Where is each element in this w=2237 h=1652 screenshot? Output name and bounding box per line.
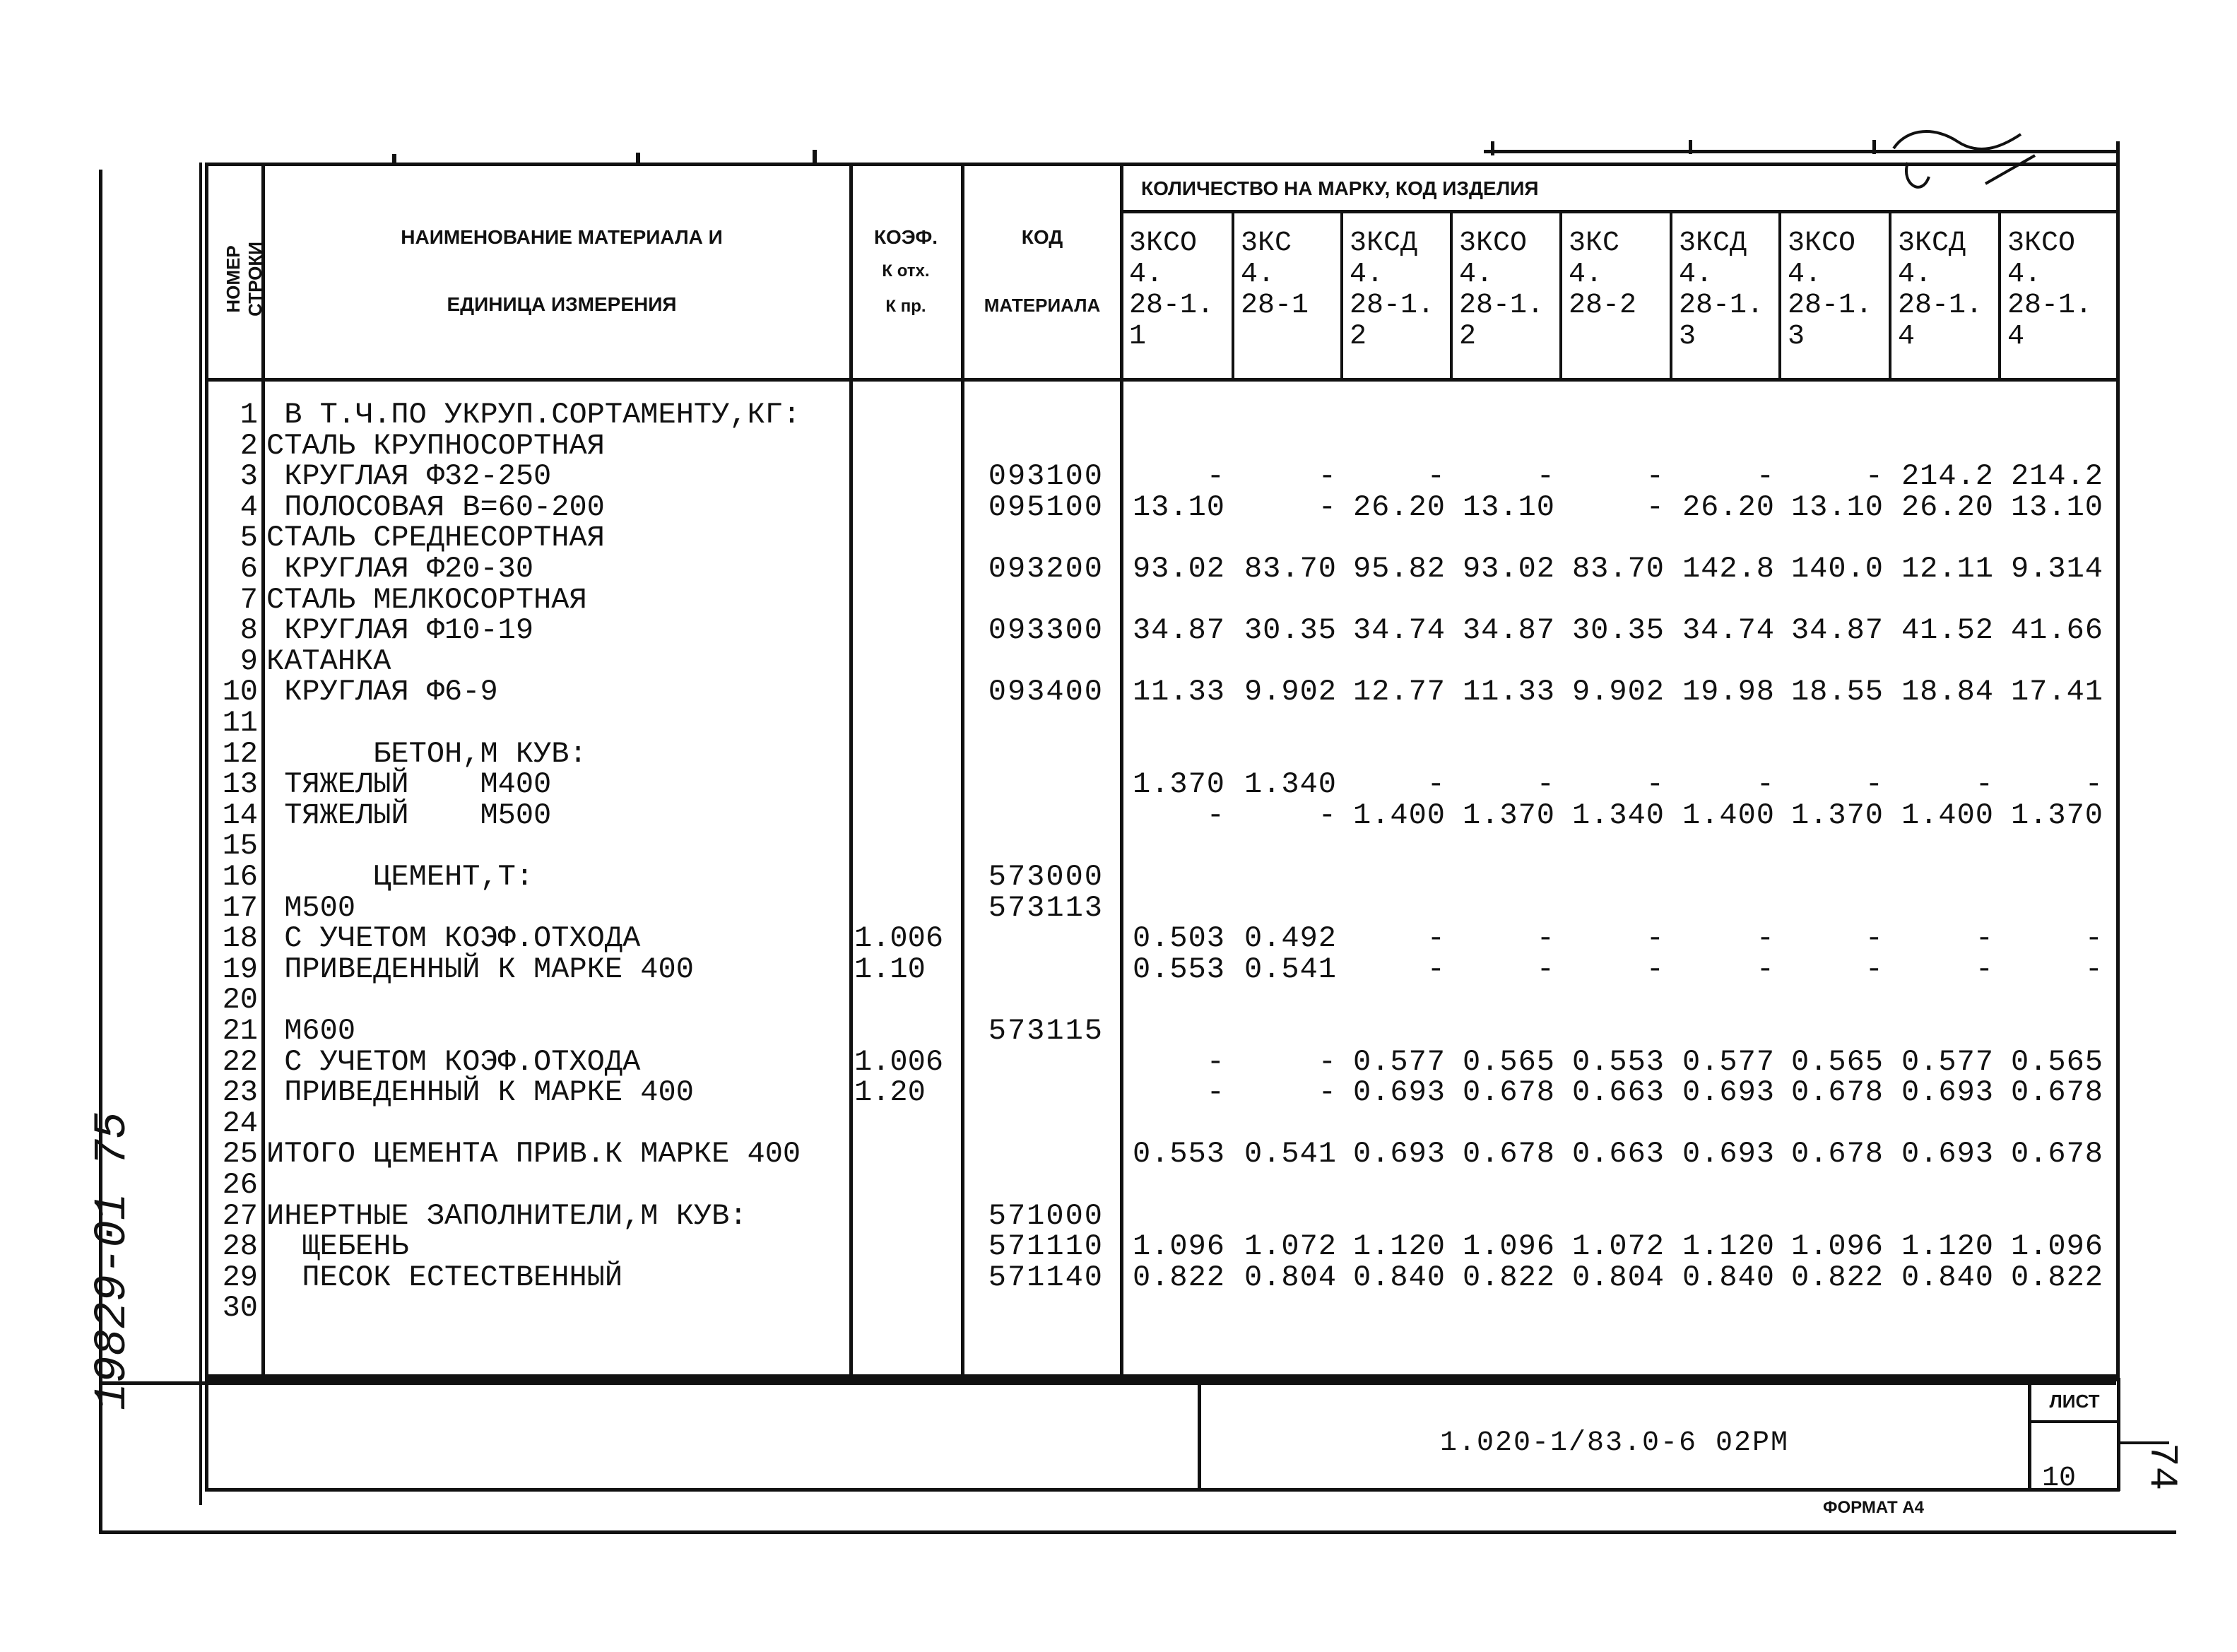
top-tick [2116,141,2120,164]
coef-header-line2: К отх. [882,261,930,281]
material-name: ЦЕМЕНТ,Т: [266,860,534,894]
frame-bottom-line [99,1530,2176,1534]
mark-col-line [1232,210,1234,379]
quantity-value: 9.902 [1244,675,1337,709]
row-number: 26 [222,1168,258,1202]
row-number: 15 [222,829,258,863]
quantity-value: - [1646,767,1665,802]
quantity-value: 1.120 [1352,1229,1446,1264]
quantity-value: 0.693 [1682,1137,1775,1172]
quantity-value: 0.553 [1132,1137,1225,1172]
qty-title-separator [1120,210,2116,213]
material-name: ИНЕРТНЫЕ ЗАПОЛНИТЕЛИ,М КУВ: [266,1198,748,1233]
quantity-value: 1.096 [1790,1229,1884,1264]
quantity-value: 0.565 [1462,1044,1555,1079]
quantity-value: 0.822 [1790,1260,1884,1294]
material-name: ТЯЖЕЛЫЙ М500 [266,798,552,832]
quantity-value: 1.370 [1462,798,1555,832]
col-line-coef [849,166,853,1374]
quantity-value: - [1318,798,1337,832]
material-name: КРУГЛАЯ Ф6-9 [266,675,498,709]
material-name: ПОЛОСОВАЯ В=60-200 [266,490,605,524]
row-number: 2 [240,428,258,463]
quantity-value: 0.678 [2010,1137,2103,1172]
quantity-value: 0.678 [1462,1137,1555,1172]
quantity-value: - [1865,952,1884,986]
quantity-value: - [1975,767,1994,802]
quantity-value: - [2084,952,2103,986]
material-code: 573113 [988,890,1104,925]
material-code: 573115 [988,1014,1104,1048]
quantity-value: 140.0 [1790,552,1884,586]
materials-table [205,163,2120,1378]
quantity-value: - [1427,767,1446,802]
quantity-value: 18.84 [1901,675,1994,709]
material-name: ИТОГО ЦЕМЕНТА ПРИВ.К МАРКЕ 400 [266,1137,801,1172]
quantity-value: 11.33 [1132,675,1225,709]
row-number: 9 [240,644,258,678]
row-number: 13 [222,767,258,802]
material-name: КРУГЛАЯ Ф10-19 [266,613,534,648]
document-code: 1.020-1/83.0-6 02РМ [1439,1427,1790,1459]
material-name: С УЧЕТОМ КОЭФ.ОТХОДА [266,921,641,956]
row-number: 11 [222,706,258,740]
mark-header: 3КСО 4. 28-1. 4 [2007,228,2093,353]
material-name: М500 [266,890,356,925]
quantity-value: 1.120 [1682,1229,1775,1264]
quantity-value: 1.340 [1244,767,1337,802]
mark-col-line [1778,210,1781,379]
mark-col-line [1889,210,1891,379]
quantity-value: 18.55 [1790,675,1884,709]
row-number: 5 [240,521,258,555]
quantity-value: 30.35 [1571,613,1665,648]
row-number: 8 [240,613,258,648]
header-separator [208,378,2116,382]
mark-header: 3КСД 4. 28-1. 3 [1679,228,1764,353]
quantity-value: - [1427,459,1446,494]
coefficient: 1.20 [854,1075,926,1110]
material-name: КРУГЛАЯ Ф20-30 [266,552,534,586]
quantity-value: 1.370 [1132,767,1225,802]
quantity-value: - [1646,921,1665,956]
quantity-value: 1.370 [2010,798,2103,832]
quantity-value: 0.822 [1132,1260,1225,1294]
quantity-value: 142.8 [1682,552,1775,586]
mark-header: 3КСО 4. 28-1. 1 [1129,228,1215,353]
code-header-line2: МАТЕРИАЛА [984,295,1101,316]
quantity-value: - [1427,952,1446,986]
quantity-value: - [1865,767,1884,802]
quantity-value: - [1318,459,1337,494]
material-code: 093300 [988,613,1104,648]
quantity-value: - [1206,1044,1225,1079]
quantity-value: 1.096 [1462,1229,1555,1264]
row-number: 10 [222,675,258,709]
quantity-value: 13.10 [1790,490,1884,524]
quantity-value: 11.33 [1462,675,1555,709]
material-code: 573000 [988,860,1104,894]
material-name: КАТАНКА [266,644,391,678]
quantity-value: - [1975,952,1994,986]
quantity-value: 12.11 [1901,552,1994,586]
row-number: 7 [240,582,258,617]
quantity-value: - [1756,921,1775,956]
material-code: 571000 [988,1198,1104,1233]
quantity-value: 1.120 [1901,1229,1994,1264]
row-number: 20 [222,983,258,1017]
quantity-value: 9.314 [2010,552,2103,586]
material-code: 093200 [988,552,1104,586]
quantity-value: - [1756,459,1775,494]
quantity-value: - [1318,1044,1337,1079]
quantity-value: 0.663 [1571,1137,1665,1172]
quantity-value: 0.678 [1790,1075,1884,1110]
sheet-number: 10 [2042,1463,2077,1494]
quantity-value: 0.577 [1682,1044,1775,1079]
coefficient: 1.006 [854,921,944,956]
top-tick [1872,140,1876,154]
quantity-value: 34.87 [1790,613,1884,648]
quantity-value: 0.553 [1571,1044,1665,1079]
mark-header: 3КСД 4. 28-1. 2 [1350,228,1435,353]
top-tick [1491,141,1494,155]
quantity-value: 41.52 [1901,613,1994,648]
quantity-value: 0.565 [1790,1044,1884,1079]
quantity-value: - [1756,767,1775,802]
material-name: СТАЛЬ СРЕДНЕСОРТНАЯ [266,521,605,555]
quantity-value: 0.693 [1352,1137,1446,1172]
col-line-rownum [261,166,265,1374]
row-number: 29 [222,1260,258,1294]
page-number: 74 [2139,1443,2185,1491]
mark-col-line [1340,210,1343,379]
footer-top-line [102,1381,2116,1385]
sheet-label: ЛИСТ [2049,1391,2100,1412]
quantity-value: 1.400 [1682,798,1775,832]
quantity-value: 0.577 [1901,1044,1994,1079]
row-number: 1 [240,398,258,432]
quantity-value: - [1756,952,1775,986]
quantity-value: 1.400 [1901,798,1994,832]
mark-col-line [1559,210,1562,379]
mark-col-line [1450,210,1453,379]
row-number: 21 [222,1014,258,1048]
material-code: 095100 [988,490,1104,524]
quantity-value: - [2084,921,2103,956]
quantity-value: - [1206,459,1225,494]
row-number: 24 [222,1106,258,1140]
quantity-value: - [1318,490,1337,524]
quantity-value: 0.804 [1244,1260,1337,1294]
quantity-value: 0.503 [1132,921,1225,956]
quantity-value: 0.577 [1352,1044,1446,1079]
quantity-value: 1.072 [1571,1229,1665,1264]
quantity-value: 0.693 [1682,1075,1775,1110]
title-block-top [205,1378,2120,1381]
row-number: 12 [222,736,258,771]
title-block-left [205,1378,208,1491]
top-tick [1689,140,1692,154]
quantity-value: 1.370 [1790,798,1884,832]
row-number: 17 [222,890,258,925]
mark-header: 3КС 4. 28-2 [1569,228,1637,321]
quantity-value: - [1206,1075,1225,1110]
mark-col-line [1670,210,1672,379]
row-number: 23 [222,1075,258,1110]
side-archive-number: 19829-01 75 [88,1111,138,1410]
material-name: В Т.Ч.ПО УКРУП.СОРТАМЕНТУ,КГ: [266,398,801,432]
quantity-value: 0.822 [2010,1260,2103,1294]
quantity-value: - [1536,952,1555,986]
row-number: 30 [222,1291,258,1326]
sheet-box-right [2117,1378,2120,1491]
quantity-value: 0.822 [1462,1260,1555,1294]
binding-left-line [199,163,202,1505]
material-name: ЩЕБЕНЬ [266,1229,409,1264]
quantity-value: 30.35 [1244,613,1337,648]
material-name: С УЧЕТОМ КОЭФ.ОТХОДА [266,1044,641,1079]
mark-col-line [1998,210,2001,379]
quantity-value: 12.77 [1352,675,1446,709]
material-name: ТЯЖЕЛЫЙ М400 [266,767,552,802]
coef-header-line3: К пр. [885,297,926,316]
sheet-box-left [2028,1378,2031,1491]
material-name: БЕТОН,М КУВ: [266,736,587,771]
quantity-value: 34.74 [1352,613,1446,648]
quantity-value: 0.541 [1244,1137,1337,1172]
coef-header-line1: КОЭФ. [873,226,938,248]
quantity-value: 1.096 [2010,1229,2103,1264]
col-line-qty [1120,166,1123,1374]
row-number: 28 [222,1229,258,1264]
quantity-value: - [1865,921,1884,956]
quantity-value: 9.902 [1571,675,1665,709]
quantity-value: - [1646,490,1665,524]
quantity-value: 93.02 [1462,552,1555,586]
quantity-value: - [1206,798,1225,832]
quantity-value: 1.072 [1244,1229,1337,1264]
top-tick [813,150,817,164]
quantity-value: - [1536,767,1555,802]
qty-title: КОЛИЧЕСТВО НА МАРКУ, КОД ИЗДЕЛИЯ [1141,177,1539,199]
row-number-header: НОМЕР СТРОКИ [223,242,266,317]
coefficient: 1.10 [854,952,926,986]
quantity-value: 34.87 [1462,613,1555,648]
quantity-value: - [1865,459,1884,494]
row-number: 18 [222,921,258,956]
quantity-value: 0.565 [2010,1044,2103,1079]
quantity-value: 0.663 [1571,1075,1665,1110]
quantity-value: 0.693 [1901,1137,1994,1172]
quantity-value: 0.804 [1571,1260,1665,1294]
quantity-value: 93.02 [1132,552,1225,586]
quantity-value: 1.340 [1571,798,1665,832]
row-number: 22 [222,1044,258,1079]
title-block-bottom [205,1488,2120,1492]
material-name: ПРИВЕДЕННЫЙ К МАРКЕ 400 [266,1075,694,1110]
row-number: 3 [240,459,258,494]
material-code: 093100 [988,459,1104,494]
quantity-value: - [1536,921,1555,956]
quantity-value: 83.70 [1244,552,1337,586]
quantity-value: 95.82 [1352,552,1446,586]
row-number: 14 [222,798,258,832]
quantity-value: 34.87 [1132,613,1225,648]
sheet-box-divider [2028,1420,2120,1423]
quantity-value: 0.553 [1132,952,1225,986]
quantity-value: 0.840 [1352,1260,1446,1294]
quantity-value: - [1646,459,1665,494]
material-name: СТАЛЬ МЕЛКОСОРТНАЯ [266,582,587,617]
quantity-value: 214.2 [1901,459,1994,494]
material-code: 571140 [988,1260,1104,1294]
quantity-value: 0.541 [1244,952,1337,986]
row-number: 6 [240,552,258,586]
quantity-value: 0.840 [1901,1260,1994,1294]
quantity-value: 26.20 [1901,490,1994,524]
material-name: ПЕСОК ЕСТЕСТВЕННЫЙ [266,1260,623,1294]
quantity-value: 0.840 [1682,1260,1775,1294]
quantity-value: - [1975,921,1994,956]
quantity-value: 17.41 [2010,675,2103,709]
code-header-line1: КОД [1021,226,1063,248]
row-number: 25 [222,1137,258,1172]
quantity-value: 0.693 [1352,1075,1446,1110]
row-number: 19 [222,952,258,986]
material-code: 093400 [988,675,1104,709]
row-number: 4 [240,490,258,524]
material-name: М600 [266,1014,356,1048]
quantity-value: - [1646,952,1665,986]
quantity-value: 26.20 [1682,490,1775,524]
quantity-value: 0.678 [1462,1075,1555,1110]
quantity-value: - [1318,1075,1337,1110]
quantity-value: 26.20 [1352,490,1446,524]
quantity-value: 34.74 [1682,613,1775,648]
row-number: 16 [222,860,258,894]
quantity-value: 19.98 [1682,675,1775,709]
material-name: ПРИВЕДЕННЫЙ К МАРКЕ 400 [266,952,694,986]
material-name: СТАЛЬ КРУПНОСОРТНАЯ [266,428,605,463]
mark-header: 3КСО 4. 28-1. 3 [1788,228,1873,353]
quantity-value: 41.66 [2010,613,2103,648]
quantity-value: 83.70 [1571,552,1665,586]
format-label: ФОРМАТ А4 [1823,1498,1924,1517]
quantity-value: - [1536,459,1555,494]
quantity-value: 0.678 [2010,1075,2103,1110]
mark-header: 3КСД 4. 28-1. 4 [1898,228,1983,353]
row-number: 27 [222,1198,258,1233]
material-code: 571110 [988,1229,1104,1264]
quantity-value: 214.2 [2010,459,2103,494]
quantity-value: 0.492 [1244,921,1337,956]
col-line-code [961,166,964,1374]
quantity-value: 13.10 [1132,490,1225,524]
quantity-value: - [1427,921,1446,956]
quantity-value: - [2084,767,2103,802]
material-name: КРУГЛАЯ Ф32-250 [266,459,552,494]
quantity-value: 13.10 [2010,490,2103,524]
quantity-value: 0.678 [1790,1137,1884,1172]
quantity-value: 13.10 [1462,490,1555,524]
material-name-header-line1: НАИМЕНОВАНИЕ МАТЕРИАЛА И [401,226,723,248]
coefficient: 1.006 [854,1044,944,1079]
mark-header: 3КС 4. 28-1 [1241,228,1309,321]
material-name-header-line2: ЕДИНИЦА ИЗМЕРЕНИЯ [447,293,677,315]
quantity-value: 1.400 [1352,798,1446,832]
quantity-value: 1.096 [1132,1229,1225,1264]
quantity-value: 0.693 [1901,1075,1994,1110]
mark-header: 3КСО 4. 28-1. 2 [1459,228,1545,353]
